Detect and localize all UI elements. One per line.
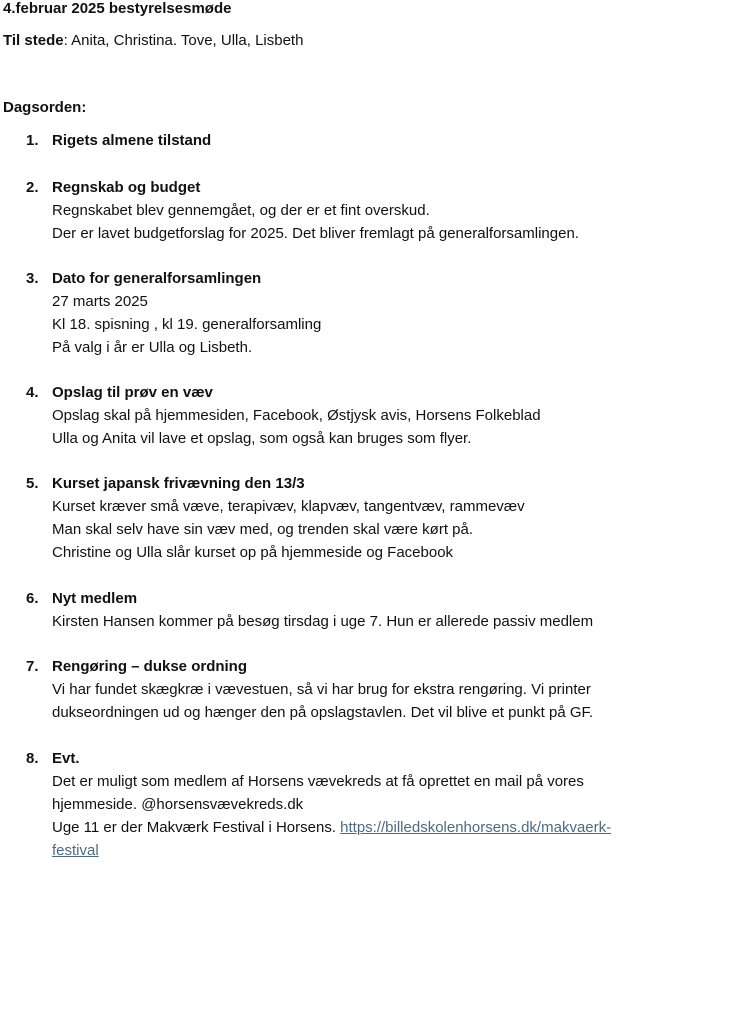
link-continuation (52, 840, 99, 862)
item-heading: Rigets almene tilstand (52, 132, 212, 149)
item-text: dukseordningen ud og hænger den på opslagstavlen. Det vil blive et punkt på GF. (52, 704, 594, 721)
item-text: hjemmeside. @horsensvævekreds.dk (52, 796, 304, 813)
item-heading: Regnskab og budget (52, 179, 201, 196)
item-text: På valg i år er Ulla og Lisbeth. (52, 339, 253, 356)
item-text: Kl 18. spisning , kl 19. generalforsamling (52, 316, 322, 333)
item-heading: Kurset japansk frivævning den 13/3 (52, 475, 305, 492)
item-heading: Nyt medlem (52, 590, 138, 607)
item-number: 3. (26, 270, 39, 287)
item-heading: Dato for generalforsamlingen (52, 270, 262, 287)
item-text: Der er lavet budgetforslag for 2025. Det bliver fremlagt på generalforsamlingen. (52, 225, 579, 242)
item-text: Man skal selv have sin væv med, og trenden skal være kørt på. (52, 521, 474, 538)
item-text: Kirsten Hansen kommer på besøg tirsdag i uge 7. Hun er allerede passiv medlem (52, 613, 594, 630)
agenda-heading: Dagsorden: (3, 99, 87, 116)
item-text: Regnskabet blev gennemgået, og der er et fint overskud. (52, 202, 430, 219)
festival-link-continuation[interactable]: festival (52, 842, 99, 859)
item-text: Ulla og Anita vil lave et opslag, som også kan bruges som flyer. (52, 430, 472, 447)
item-heading: Rengøring – dukse ordning (52, 658, 248, 675)
attendees-names: : Anita, Christina. Tove, Ulla, Lisbeth (63, 32, 304, 49)
item-text: Opslag skal på hjemmesiden, Facebook, Østjysk avis, Horsens Folkeblad (52, 407, 541, 424)
item-text: Det er muligt som medlem af Horsens vævekreds at få oprettet en mail på vores (52, 773, 584, 790)
item-text-with-link (52, 817, 611, 839)
item-text: Christine og Ulla slår kurset op på hjemmeside og Facebook (52, 544, 454, 561)
item-number: 4. (26, 384, 39, 401)
attendees-line (3, 30, 303, 52)
item-heading: Evt. (52, 750, 80, 767)
item-number: 6. (26, 590, 39, 607)
item-text: Kurset kræver små væve, terapivæv, klapvæv, tangentvæv, rammevæv (52, 498, 525, 515)
attendees-label: Til stede (3, 32, 64, 49)
link-prefix-text: Uge 11 er der Makværk Festival i Horsens. (52, 819, 341, 836)
item-number: 5. (26, 475, 39, 492)
item-text: Vi har fundet skægkræ i vævestuen, så vi har brug for ekstra rengøring. Vi printer (52, 681, 591, 698)
item-number: 8. (26, 750, 39, 767)
item-heading: Opslag til prøv en væv (52, 384, 213, 401)
item-number: 7. (26, 658, 39, 675)
festival-link[interactable]: https://billedskolenhorsens.dk/makvaerk- (340, 819, 612, 836)
item-number: 1. (26, 132, 39, 149)
document-title: 4.februar 2025 bestyrelsesmøde (3, 0, 232, 17)
item-text: 27 marts 2025 (52, 293, 148, 310)
item-number: 2. (26, 179, 39, 196)
